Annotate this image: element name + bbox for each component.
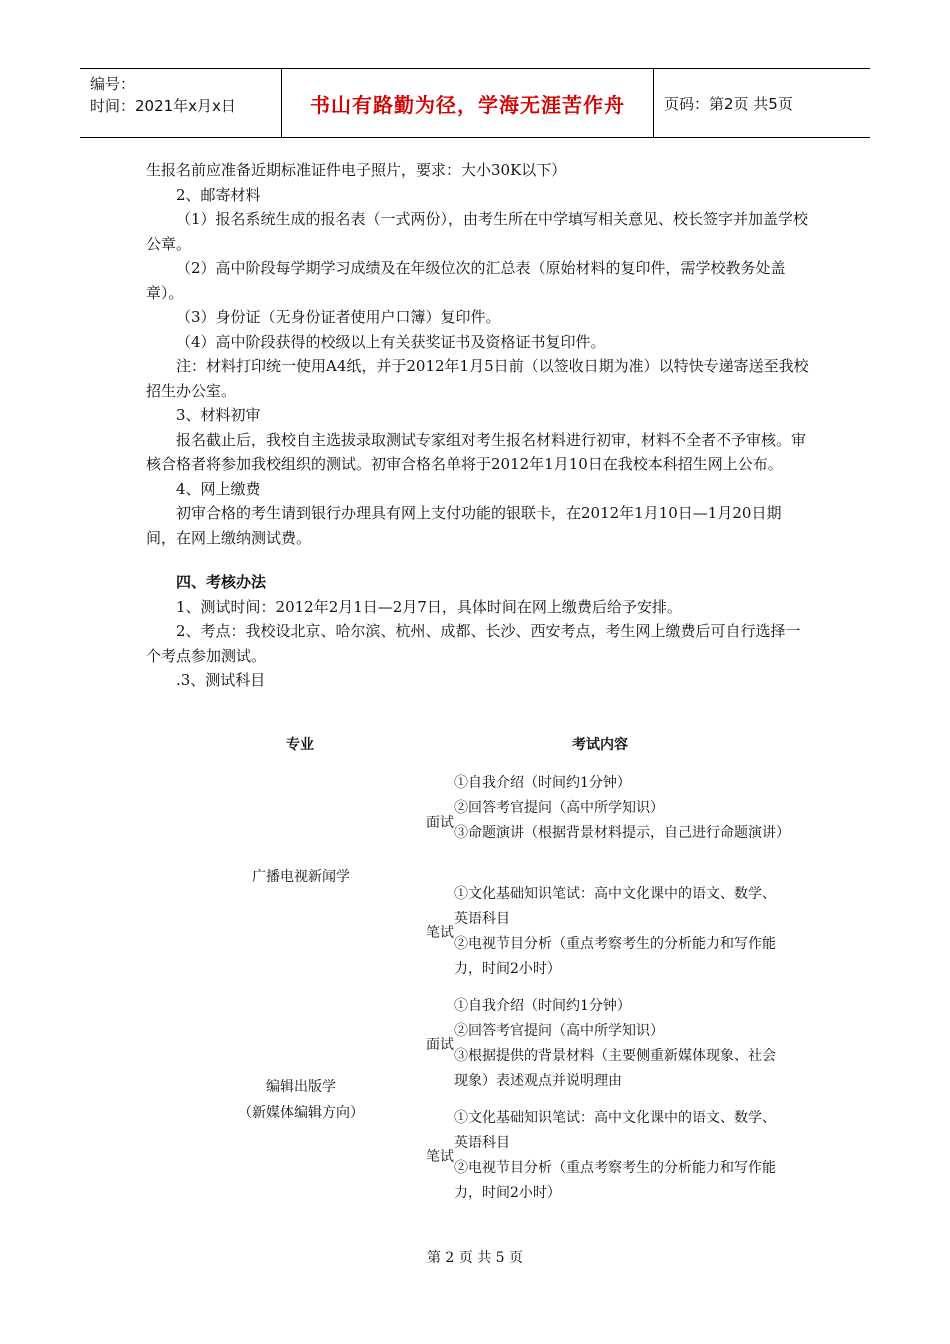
column-header-major: 专业 — [286, 737, 314, 753]
list-item: ②电视节目分析（重点考察考生的分析能力和写作能力，时间2小时） — [454, 936, 776, 977]
list-item: ②电视节目分析（重点考察考生的分析能力和写作能力，时间2小时） — [454, 1160, 776, 1201]
header-page-number: 页码：第2页 共5页 — [664, 94, 793, 113]
table-row-major: 广播电视新闻学 — [252, 869, 350, 885]
paragraph: 1、测试时间：2012年2月1日—2月7日，具体时间在网上缴费后给予安排。 — [176, 597, 682, 616]
paragraph: 报名截止后，我校自主选拔录取测试专家组对考生报名材料进行初审，材料不全者不予审核。审核合格者将参加我校组织的测试。初审合格名单将于2012年1月10日在我校本科招生网上公布。 — [146, 430, 807, 473]
list-item: ③根据提供的背景材料（主要侧重新媒体现象、社会现象）表述观点并说明理由 — [454, 1048, 776, 1089]
interview-items — [454, 771, 790, 846]
document-number: 编号： — [90, 75, 136, 93]
paragraph: （2）高中阶段每学期学习成绩及在年级位次的汇总表（原始材料的复印件，需学校教务处盖章）。 — [146, 259, 786, 302]
list-item: ②回答考官提问（高中所学知识） — [454, 1023, 664, 1039]
list-item: ①自我介绍（时间约1分钟） — [454, 998, 631, 1014]
page-header — [80, 68, 870, 138]
paragraph: 2、考点：我校设北京、哈尔滨、杭州、成都、长沙、西安考点，考生网上缴费后可自行选择一个考点参加测试。 — [146, 622, 801, 665]
exam-type-label: 笔试 — [426, 925, 454, 941]
list-item: ②回答考官提问（高中所学知识） — [454, 800, 664, 816]
subheading-online-payment: 4、网上缴费 — [176, 479, 261, 498]
written-items — [454, 1106, 784, 1206]
exam-type-label: 笔试 — [426, 1149, 454, 1165]
interview-items — [454, 994, 784, 1094]
exam-type-label: 面试 — [426, 815, 454, 831]
list-item: ①自我介绍（时间约1分钟） — [454, 775, 631, 791]
document-body — [146, 158, 810, 693]
page-footer: 第 2 页 共 5 页 — [426, 1250, 524, 1266]
subheading-test-subjects: .3、测试科目 — [176, 671, 266, 689]
column-header-content: 考试内容 — [572, 737, 628, 753]
written-items — [454, 882, 784, 982]
document-time: 时间：2021年x月x日 — [90, 97, 236, 115]
paragraph: （3）身份证（无身份证者使用户口簿）复印件。 — [176, 308, 501, 326]
header-motto: 书山有路勤为径，学海无涯苦作舟 — [282, 69, 654, 137]
major-direction: （新媒体编辑方向） — [238, 1105, 364, 1121]
header-meta — [80, 69, 282, 137]
note-paragraph: 注：材料打印统一使用A4纸，并于2012年1月5日前（以签收日期为准）以特快专递寄送至我校招生办公室。 — [146, 357, 809, 400]
subheading-mail-materials: 2、邮寄材料 — [176, 185, 261, 204]
list-item: ①文化基础知识笔试：高中文化课中的语文、数学、英语科目 — [454, 1110, 776, 1151]
list-item: ①文化基础知识笔试：高中文化课中的语文、数学、英语科目 — [454, 886, 776, 927]
paragraph: （1）报名系统生成的报名表（一式两份），由考生所在中学填写相关意见、校长签字并加盖学校公章。 — [146, 210, 809, 253]
section-heading: 四、考核办法 — [176, 573, 267, 591]
list-item: ③命题演讲（根据背景材料提示，自己进行命题演讲） — [454, 825, 790, 841]
paragraph: 生报名前应准备近期标准证件电子照片，要求：大小30K以下） — [146, 161, 567, 179]
subheading-initial-review: 3、材料初审 — [176, 406, 261, 424]
exam-type-label: 面试 — [426, 1037, 454, 1053]
major-name: 编辑出版学 — [266, 1079, 336, 1095]
paragraph: 初审合格的考生请到银行办理具有网上支付功能的银联卡，在2012年1月10日—1月20日期间，在网上缴纳测试费。 — [146, 504, 782, 547]
paragraph: （4）高中阶段获得的校级以上有关获奖证书及资格证书复印件。 — [176, 332, 606, 351]
table-row-major — [191, 1074, 411, 1126]
